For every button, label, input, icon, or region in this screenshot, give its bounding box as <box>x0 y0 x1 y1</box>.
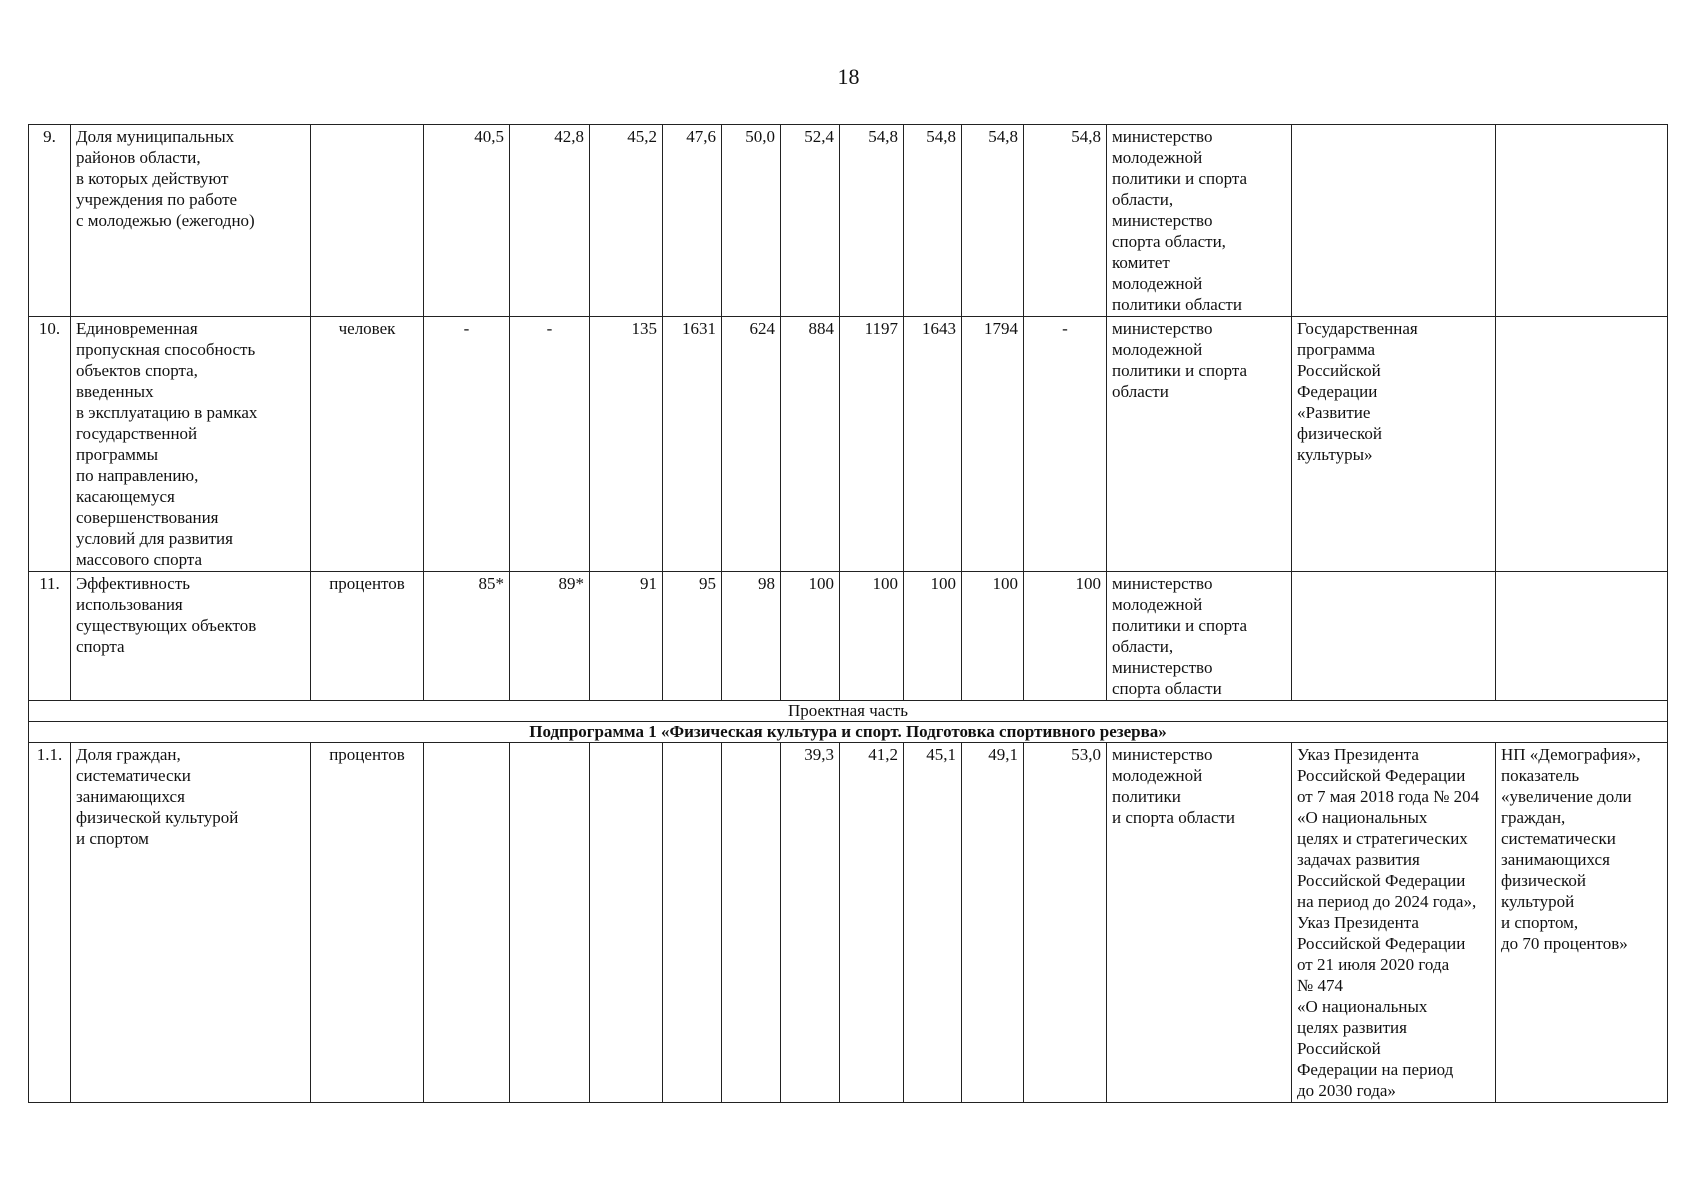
value-cell: 52,4 <box>781 125 840 317</box>
row-number: 11. <box>29 572 71 701</box>
value-cell: 624 <box>722 317 781 572</box>
basis-line: до 2030 года» <box>1297 1081 1396 1100</box>
value-cell: 95 <box>663 572 722 701</box>
value-cell: - <box>510 317 590 572</box>
basis-line: Российской Федерации <box>1297 934 1466 953</box>
page-number: 18 <box>837 64 860 89</box>
responsible-line: министерство <box>1112 127 1213 146</box>
basis-line: «Развитие <box>1297 403 1371 422</box>
unit-cell: процентов <box>311 743 424 1103</box>
value-cell <box>590 743 663 1103</box>
indicator-name-line: спорта <box>76 637 125 656</box>
link-line: физической <box>1501 871 1586 890</box>
value-cell: 54,8 <box>904 125 962 317</box>
basis-line: Федерации <box>1297 382 1378 401</box>
basis-line: программа <box>1297 340 1376 359</box>
value-cell: 85* <box>424 572 510 701</box>
indicator-name <box>71 572 311 701</box>
basis-line: «О национальных <box>1297 997 1428 1016</box>
basis-line: Указ Президента <box>1297 745 1419 764</box>
indicator-name-line: по направлению, <box>76 466 199 485</box>
table-row <box>29 317 1668 572</box>
value-cell <box>510 743 590 1103</box>
basis-line: Российской Федерации <box>1297 766 1466 785</box>
link-line: культурой <box>1501 892 1575 911</box>
link-line: до 70 процентов» <box>1501 934 1628 953</box>
responsible-line: министерство <box>1112 319 1213 338</box>
responsible-line: министерство <box>1112 745 1213 764</box>
responsible-line: молодежной <box>1112 274 1203 293</box>
responsible-line: спорта области <box>1112 679 1222 698</box>
unit-cell: процентов <box>311 572 424 701</box>
basis-cell <box>1292 317 1496 572</box>
basis-line: Указ Президента <box>1297 913 1419 932</box>
indicator-name-line: Эффективность <box>76 574 191 593</box>
link-cell <box>1496 572 1668 701</box>
value-cell: 45,1 <box>904 743 962 1103</box>
responsible-line: области <box>1112 382 1169 401</box>
value-cell: 54,8 <box>840 125 904 317</box>
table-row <box>29 743 1668 1103</box>
responsible-line: министерство <box>1112 574 1213 593</box>
link-cell <box>1496 125 1668 317</box>
value-cell: 39,3 <box>781 743 840 1103</box>
link-line: «увеличение доли <box>1501 787 1632 806</box>
value-cell: 89* <box>510 572 590 701</box>
unit-cell: человек <box>311 317 424 572</box>
link-cell <box>1496 317 1668 572</box>
table-row <box>29 572 1668 701</box>
indicator-name-line: Единовременная <box>76 319 198 338</box>
basis-line: задачах развития <box>1297 850 1420 869</box>
responsible-line: молодежной <box>1112 766 1203 785</box>
link-line: систематически <box>1501 829 1616 848</box>
basis-line: Государственная <box>1297 319 1418 338</box>
responsible-line: области, <box>1112 637 1174 656</box>
value-cell: 98 <box>722 572 781 701</box>
indicator-name-line: государственной <box>76 424 198 443</box>
basis-cell <box>1292 125 1496 317</box>
row-number: 1.1. <box>29 743 71 1103</box>
indicator-name-line: занимающихся <box>76 787 185 806</box>
value-cell: 1197 <box>840 317 904 572</box>
indicator-name-line: касающемуся <box>76 487 175 506</box>
value-cell <box>424 743 510 1103</box>
responsible-line: и спорта области <box>1112 808 1236 827</box>
indicator-name-line: районов области, <box>76 148 201 167</box>
basis-line: целях развития <box>1297 1018 1407 1037</box>
section-project-row <box>29 701 1668 722</box>
link-line: и спортом, <box>1501 913 1579 932</box>
responsible-cell <box>1107 572 1292 701</box>
basis-line: от 21 июля 2020 года <box>1297 955 1450 974</box>
section-project-row-label: Проектная часть <box>29 701 1668 722</box>
basis-line: Российской Федерации <box>1297 871 1466 890</box>
indicator-name-line: пропускная способность <box>76 340 256 359</box>
value-cell: 53,0 <box>1024 743 1107 1103</box>
responsible-cell <box>1107 317 1292 572</box>
indicator-name <box>71 125 311 317</box>
value-cell: 1631 <box>663 317 722 572</box>
basis-line: от 7 мая 2018 года № 204 <box>1297 787 1480 806</box>
link-line: граждан, <box>1501 808 1566 827</box>
row-number: 10. <box>29 317 71 572</box>
indicators-table <box>28 124 1668 1103</box>
value-cell: 135 <box>590 317 663 572</box>
responsible-line: министерство <box>1112 211 1213 230</box>
basis-line: Российской <box>1297 1039 1381 1058</box>
value-cell: 40,5 <box>424 125 510 317</box>
value-cell: 100 <box>840 572 904 701</box>
indicator-name-line: в эксплуатацию в рамках <box>76 403 258 422</box>
table-body <box>29 125 1668 1103</box>
link-line: НП «Демография», <box>1501 745 1641 764</box>
value-cell: 100 <box>962 572 1024 701</box>
value-cell: 1643 <box>904 317 962 572</box>
responsible-line: области, <box>1112 190 1174 209</box>
indicator-name-line: существующих объектов <box>76 616 257 635</box>
responsible-line: молодежной <box>1112 340 1203 359</box>
basis-cell <box>1292 572 1496 701</box>
section-subprogram-row <box>29 722 1668 743</box>
indicator-name-line: условий для развития <box>76 529 233 548</box>
value-cell <box>722 743 781 1103</box>
indicator-name-line: совершенствования <box>76 508 219 527</box>
responsible-line: комитет <box>1112 253 1170 272</box>
basis-cell <box>1292 743 1496 1103</box>
link-line: занимающихся <box>1501 850 1610 869</box>
indicator-name-line: и спортом <box>76 829 149 848</box>
responsible-line: политики и спорта <box>1112 616 1248 635</box>
indicator-name-line: использования <box>76 595 183 614</box>
basis-line: Российской <box>1297 361 1381 380</box>
section-subprogram-row-label: Подпрограмма 1 «Физическая культура и спорт. Подготовка спортивного резерва» <box>29 722 1668 743</box>
indicator-name <box>71 317 311 572</box>
responsible-line: политики области <box>1112 295 1242 314</box>
value-cell <box>663 743 722 1103</box>
responsible-line: политики и спорта <box>1112 169 1248 188</box>
indicator-name-line: Доля граждан, <box>76 745 181 764</box>
row-number: 9. <box>29 125 71 317</box>
indicator-name-line: учреждения по работе <box>76 190 238 209</box>
basis-line: на период до 2024 года», <box>1297 892 1477 911</box>
value-cell: - <box>1024 317 1107 572</box>
value-cell: 47,6 <box>663 125 722 317</box>
basis-line: культуры» <box>1297 445 1373 464</box>
basis-line: целях и стратегических <box>1297 829 1468 848</box>
value-cell: - <box>424 317 510 572</box>
link-line: показатель <box>1501 766 1580 785</box>
indicator-name-line: введенных <box>76 382 154 401</box>
indicator-name-line: с молодежью (ежегодно) <box>76 211 255 230</box>
value-cell: 884 <box>781 317 840 572</box>
indicator-name-line: программы <box>76 445 159 464</box>
indicator-name-line: массового спорта <box>76 550 203 569</box>
value-cell: 41,2 <box>840 743 904 1103</box>
responsible-line: политики и спорта <box>1112 361 1248 380</box>
value-cell: 100 <box>1024 572 1107 701</box>
responsible-line: министерство <box>1112 658 1213 677</box>
value-cell: 1794 <box>962 317 1024 572</box>
basis-line: Федерации на период <box>1297 1060 1454 1079</box>
indicator-name-line: систематически <box>76 766 191 785</box>
value-cell: 91 <box>590 572 663 701</box>
basis-line: физической <box>1297 424 1382 443</box>
indicator-name-line: объектов спорта, <box>76 361 198 380</box>
responsible-cell <box>1107 743 1292 1103</box>
value-cell: 100 <box>781 572 840 701</box>
value-cell: 42,8 <box>510 125 590 317</box>
responsible-line: молодежной <box>1112 148 1203 167</box>
indicator-name <box>71 743 311 1103</box>
responsible-line: спорта области, <box>1112 232 1226 251</box>
indicator-name-line: физической культурой <box>76 808 239 827</box>
indicator-name-line: Доля муниципальных <box>76 127 235 146</box>
value-cell: 50,0 <box>722 125 781 317</box>
value-cell: 54,8 <box>962 125 1024 317</box>
basis-line: № 474 <box>1297 976 1343 995</box>
responsible-line: политики <box>1112 787 1181 806</box>
value-cell: 49,1 <box>962 743 1024 1103</box>
table-row <box>29 125 1668 317</box>
basis-line: «О национальных <box>1297 808 1428 827</box>
value-cell: 100 <box>904 572 962 701</box>
responsible-cell <box>1107 125 1292 317</box>
link-cell <box>1496 743 1668 1103</box>
value-cell: 45,2 <box>590 125 663 317</box>
indicator-name-line: в которых действуют <box>76 169 229 188</box>
unit-cell <box>311 125 424 317</box>
value-cell: 54,8 <box>1024 125 1107 317</box>
responsible-line: молодежной <box>1112 595 1203 614</box>
